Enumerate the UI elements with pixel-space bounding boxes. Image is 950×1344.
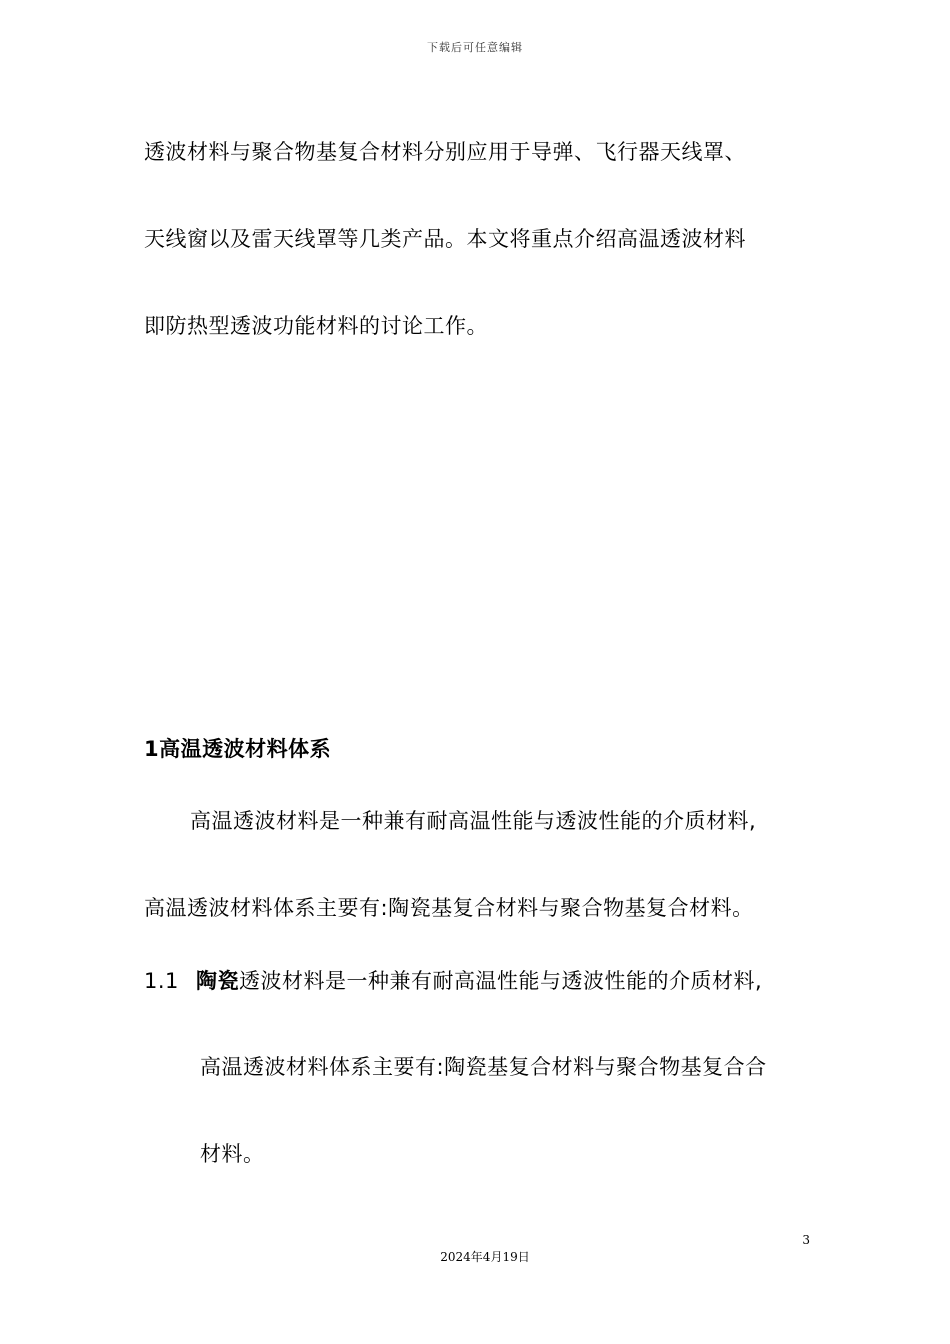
paragraph-line: 高温透波材料体系主要有:陶瓷基复合材料与聚合物基复合材料。	[144, 896, 754, 920]
subsection-line	[144, 966, 762, 996]
paragraph-line: 高温透波材料是一种兼有耐高温性能与透波性能的介质材料,	[190, 809, 757, 833]
subsection-number: 1.1	[144, 969, 179, 993]
header-note: 下载后可任意编辑	[427, 41, 523, 54]
section-heading: 1高温透波材料体系	[144, 737, 332, 761]
paragraph-line: 材料。	[200, 1142, 265, 1166]
subsection-text: 透波材料是一种兼有耐高温性能与透波性能的介质材料,	[239, 969, 763, 993]
page-number: 3	[802, 1233, 810, 1247]
paragraph-line: 即防热型透波功能材料的讨论工作。	[144, 314, 488, 338]
footer-date: 2024年4月19日	[440, 1250, 530, 1264]
paragraph-line: 高温透波材料体系主要有:陶瓷基复合材料与聚合物基复合合	[200, 1055, 767, 1079]
paragraph-line: 透波材料与聚合物基复合材料分别应用于导弹、飞行器天线罩、	[144, 140, 746, 164]
paragraph-line: 天线窗以及雷天线罩等几类产品。本文将重点介绍高温透波材料	[144, 227, 746, 251]
subsection-bold-term: 陶瓷	[196, 969, 239, 993]
